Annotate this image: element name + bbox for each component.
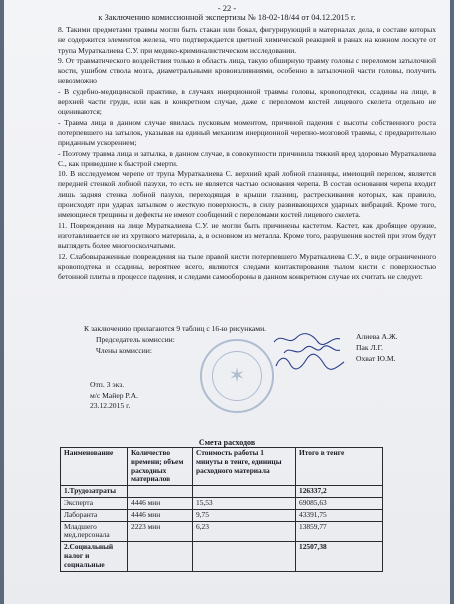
header-total: Итого в тенге — [296, 448, 383, 486]
paragraph-10: 10. В исследуемом черепе от трупа Мураткалиева С. верхний край лобной глазницы, имеющий перелом, является передней стенкой лобной пазухи, то есть не является частью основания черепа. В состав основания черепа входит лишь задняя стенка лобной пазухи, переходящая в крыши глазниц, растрескивания которых, как правило, происходят при ударах затылком о жесткую поверхность, в силу развивающихся ударных вибраций. Кроме того, имеющиеся трещины и дефекты не имеют сообщений с переломами костей лицевого скелета. — [58, 169, 436, 220]
paragraph-9-point-3: - Поэтому травма лица и затылка, в данном случае, в совокупности причинила тяжкий вред здоровью Мураткалиева С., как приведшие к быстрой смерти. — [58, 148, 436, 168]
row-total: 69085,63 — [296, 497, 383, 509]
row-total: 13859,77 — [296, 521, 383, 542]
chairman-label: Председатель комиссии: — [96, 335, 175, 344]
row-name: 1.Трудозатраты — [61, 486, 128, 498]
document-heading: к Заключению комиссионной экспертизы № 18-02-18/44 от 04.12.2015 г. — [98, 13, 356, 22]
signatory-chairman: Алиева А.Ж. — [356, 332, 398, 341]
members-label: Члены комиссии: — [96, 346, 152, 355]
row-qty — [128, 542, 193, 571]
table-row — [61, 509, 383, 521]
row-price — [193, 486, 296, 498]
copies-count: Отп. 3 экз. — [90, 380, 125, 389]
paragraph-9-point-2: - Травма лица в данном случае явилась пусковым моментом, причиной падения с высоты собственного роста потерпевшего на затылок, указывая на единый механизм инерционной черепно-мозговой травмы, с предварительно приданным ускорением; — [58, 117, 436, 148]
typist: м/с Майер Р.А. — [90, 390, 138, 400]
row-name: 2.Социальный налог и социальные — [61, 542, 128, 571]
row-name: Младшего мед.персонала — [61, 521, 128, 542]
estimate-header-row — [61, 448, 383, 486]
page-number: - 22 - — [217, 3, 237, 13]
header-price: Стоимость работы 1 минуты в тенге, единицы расходного материала — [193, 448, 296, 486]
official-seal — [200, 339, 274, 413]
paragraph-8: 8. Такими предметами травмы могли быть стакан или бокал, фигурирующий в материалах дела, в составе которых не содержится элементов железа, что подтверждается цветной химической реакцией в ранах на кожном лоскуте от трупа Мураткалиева С.У. при медико-криминалистическом исследовании. — [58, 25, 436, 55]
copies-info — [90, 380, 138, 412]
row-name: Лаборанта — [61, 509, 128, 521]
paragraph-9-point-1: - В судебно-медицинской практике, в случаях инерционной травмы головы, кровоподтеки, ссадины на лице, в верхней части груди, или как в конкретном случае, даже с переломом костей лицевого скелета отдельно не оцениваются; — [58, 86, 436, 117]
document-page — [4, 0, 450, 604]
table-row — [61, 521, 383, 542]
conclusion-body — [58, 25, 436, 282]
estimate-table — [60, 447, 383, 572]
signatory-member-2: Охват Ю.М. — [356, 354, 396, 363]
paragraph-11: 11. Повреждения на лице Мураткалиева С.У. не могли быть причинены кастетом. Кастет, как дробящее оружие, изготавливается не из хрупкого материала, а, в основном из металла. Кроме того, разрушения костей при этом будут выглядеть более многоосколчатыми. — [58, 220, 436, 251]
row-qty — [128, 486, 193, 498]
row-price — [193, 542, 296, 571]
paragraph-12: 12. Слабовыраженные повреждения на тыле правой кисти потерпевшего Мураткалиева С.У., в виде ограниченного кровоподтека и ссадины, вероятнее всего, являются следами контактирования тылом кисти с поверхностью бетонной плиты в процессе падения, и следами самообороны в данном конкретном случае их считать не следует. — [58, 251, 436, 282]
row-total: 12507,38 — [296, 542, 383, 571]
header-name: Наименование — [61, 448, 128, 486]
paragraph-9: 9. От травматического воздействия только в область лица, такую обширную травму головы с переломом затылочной кости, ушибом ствола мозга, диаметральными кровоизлияниями, особенно в затылочной части головы, получить невозможно — [58, 55, 436, 86]
header-quantity: Количество времени; объем расходных материалов — [128, 448, 193, 486]
row-price: 9,75 — [193, 509, 296, 521]
table-row — [61, 542, 383, 571]
signatory-names — [356, 331, 428, 364]
estimate-title: Смета расходов — [198, 438, 256, 447]
row-total: 126337,2 — [296, 486, 383, 498]
row-price: 15,53 — [193, 497, 296, 509]
row-qty: 4446 мин — [128, 509, 193, 521]
row-qty: 4446 мин — [128, 497, 193, 509]
row-qty: 2223 мин — [128, 521, 193, 542]
table-row — [61, 497, 383, 509]
row-total: 43391,75 — [296, 509, 383, 521]
seal-emblem-icon: ✶ — [228, 365, 246, 387]
member-signature-2 — [274, 352, 346, 372]
row-name: Эксперта — [61, 497, 128, 509]
attachment-note: К заключению прилагаются 9 таблиц с 16-ю рисунками. — [84, 324, 267, 333]
signing-date: 23.12.2015 г. — [90, 401, 131, 410]
row-price: 6,23 — [193, 521, 296, 542]
signatory-member-1: Пак Л.Г. — [356, 343, 383, 352]
table-row — [61, 486, 383, 498]
